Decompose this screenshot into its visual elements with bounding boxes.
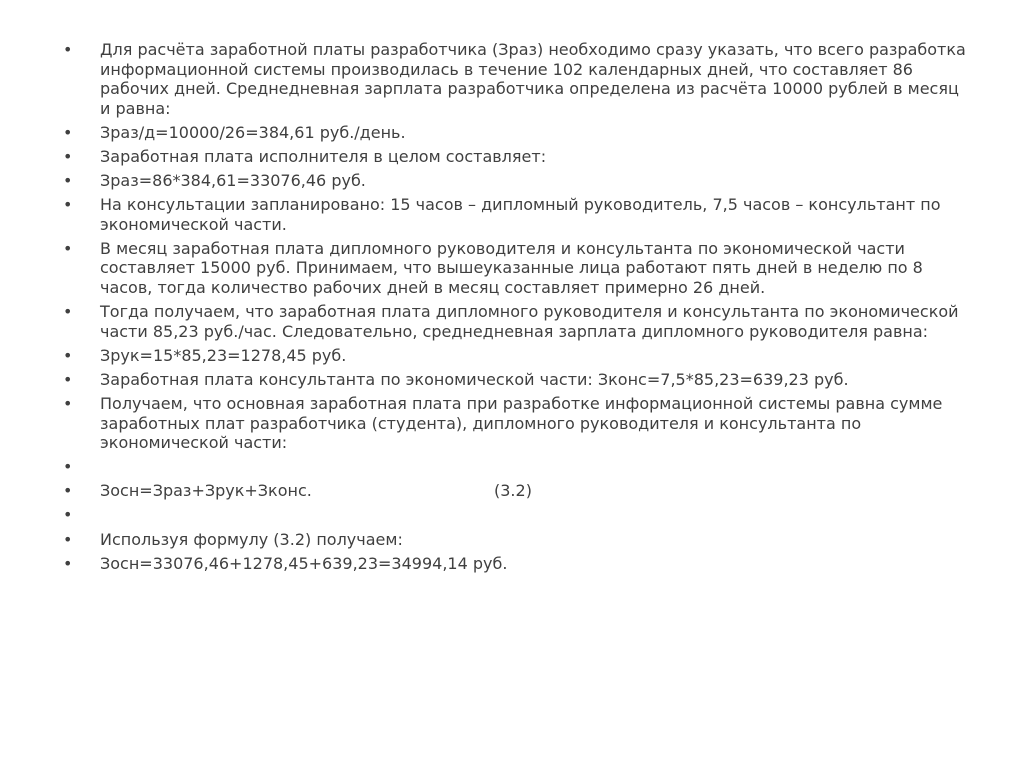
- bullet-text: Зосн=Зраз+Зрук+Зконс.: [100, 481, 312, 501]
- bullet-text: На консультации запланировано: 15 часов – дипломный руководитель, 7,5 часов – консультант по экономической части.: [100, 195, 941, 234]
- bullet-dot-icon: •: [63, 345, 73, 365]
- bullet-text: Зрук=15*85,23=1278,45 руб.: [100, 345, 347, 365]
- bullet-dot-icon: •: [63, 40, 73, 59]
- bullet-dot-icon: •: [63, 369, 73, 389]
- bullet-item: [63, 346, 973, 366]
- bullet-text: Используя формулу (3.2) получаем:: [100, 529, 403, 549]
- bullet-dot-icon: •: [63, 146, 73, 166]
- bullet-item: [63, 40, 973, 118]
- bullet-dot-icon: •: [63, 302, 73, 322]
- bullet-item: [63, 195, 973, 234]
- bullet-item: [63, 481, 973, 501]
- equation-number: (3.2): [494, 481, 532, 501]
- bullet-text: Зраз/д=10000/26=384,61 руб./день.: [100, 122, 406, 142]
- bullet-item: [63, 302, 973, 341]
- bullet-dot-icon: •: [63, 171, 73, 191]
- bullet-text: Для расчёта заработной платы разработчика (Зраз) необходимо сразу указать, что всего разработка информационной системы производилась в течение 102 календарных дней, что составляет 86 рабочих дней. Среднедневная зарплата разработчика определена из расчёта 10000 рублей в месяц и равна:: [100, 40, 966, 118]
- bullet-text: Заработная плата консультанта по экономической части: Зконс=7,5*85,23=639,23 руб.: [100, 369, 849, 389]
- bullet-item: [63, 370, 973, 390]
- bullet-dot-icon: •: [63, 394, 73, 413]
- bullet-dot-icon: •: [63, 122, 73, 142]
- bullet-item: [63, 394, 973, 453]
- bullet-text: [100, 505, 973, 525]
- bullet-item: [63, 171, 973, 191]
- bullet-text: Получаем, что основная заработная плата при разработке информационной системы равна сумме заработных плат разработчика (студента), дипломного руководителя и консультанта по экономической части:: [100, 394, 943, 453]
- bullet-text: [100, 457, 973, 477]
- bullet-dot-icon: •: [63, 529, 73, 549]
- bullet-text: Тогда получаем, что заработная плата дипломного руководителя и консультанта по экономической части 85,23 руб./час. Следовательно, среднедневная зарплата дипломного руководителя равна:: [100, 302, 959, 341]
- bullet-dot-icon: •: [63, 505, 73, 525]
- bullet-list: [63, 40, 973, 578]
- bullet-item: [63, 123, 973, 143]
- bullet-dot-icon: •: [63, 238, 73, 258]
- bullet-item: [63, 505, 973, 525]
- bullet-item: [63, 457, 973, 477]
- bullet-text: Зосн=33076,46+1278,45+639,23=34994,14 руб.: [100, 553, 508, 573]
- bullet-item: [63, 147, 973, 167]
- bullet-item: [63, 239, 973, 298]
- bullet-dot-icon: •: [63, 553, 73, 573]
- bullet-dot-icon: •: [63, 195, 73, 215]
- bullet-item: [63, 554, 973, 574]
- bullet-text: Заработная плата исполнителя в целом составляет:: [100, 146, 547, 166]
- bullet-item: [63, 530, 973, 550]
- bullet-dot-icon: •: [63, 457, 73, 477]
- bullet-dot-icon: •: [63, 481, 73, 501]
- bullet-text: В месяц заработная плата дипломного руководителя и консультанта по экономической части составляет 15000 руб. Принимаем, что вышеуказанные лица работают пять дней в неделю по 8 часов, тогда количество рабочих дней в месяц составляет примерно 26 дней.: [100, 238, 923, 298]
- bullet-text: Зраз=86*384,61=33076,46 руб.: [100, 171, 366, 191]
